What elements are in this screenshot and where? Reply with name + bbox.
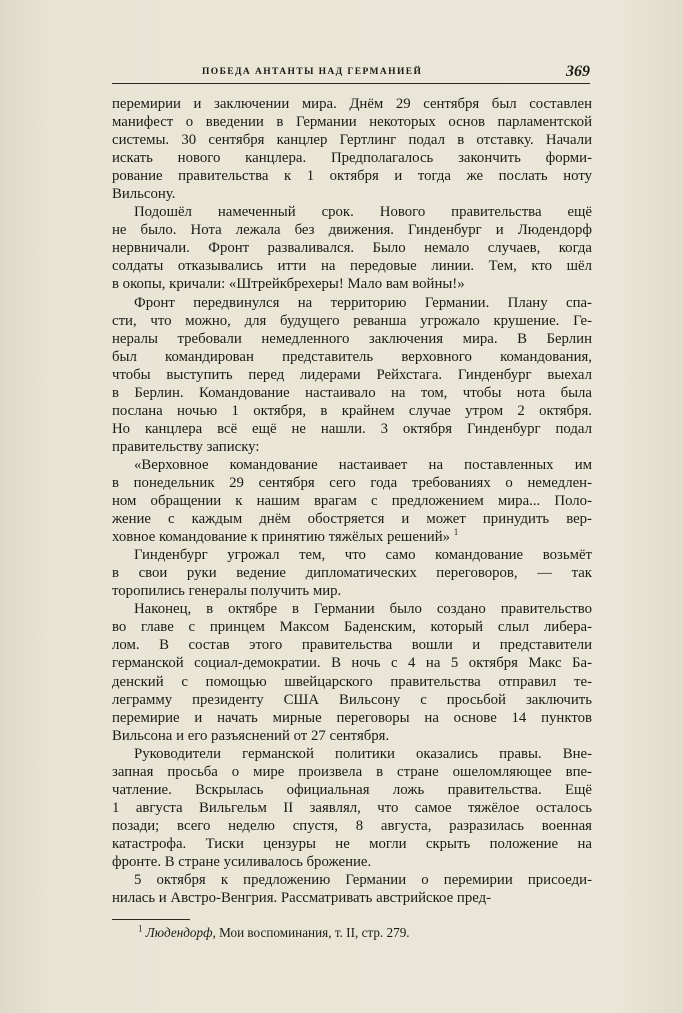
footnote-rule: [112, 919, 190, 920]
text-line: германской социал-демократии. В ночь с 4 на 5 октября Макс Ба-: [112, 655, 592, 672]
paragraph: [112, 203, 592, 293]
text-line: в окопы, кричали: «Штрейкбрехеры! Мало вам войны!»: [112, 276, 465, 293]
text-line: леграмму президенту США Вильсону с просьбой заключить: [112, 691, 592, 708]
text-line: денский с помощью швейцарского правительства отправил те-: [112, 673, 592, 690]
text-line: ховное командование к принятию тяжёлых решений» $^1$: [112, 527, 459, 546]
text-line: Вильсону.: [112, 186, 176, 203]
page-number: 369: [566, 63, 590, 80]
text-line: был командирован представитель верховного командования,: [112, 348, 592, 365]
text-line: во главе с принцем Максом Баденским, который слыл либера-: [112, 619, 592, 636]
text-line: нервничали. Фронт разваливался. Было немало случаев, когда: [112, 240, 592, 257]
paragraph: [112, 546, 592, 600]
text-line: не было. Нота лежала без движения. Гинденбург и Людендорф: [112, 222, 592, 239]
text-line: Наконец, в октябре в Германии было создано правительство: [134, 601, 592, 618]
paragraph: [112, 95, 592, 203]
text-line: торопились генералы получить мир.: [112, 583, 342, 600]
text-line: нилась и Австро-Венгрия. Рассматривать австрийское пред-: [112, 890, 492, 907]
paragraph: [112, 745, 592, 871]
footnote-text: Мои воспоминания, т. II, стр. 279.: [215, 925, 410, 940]
text-line: фронте. В стране усиливалось брожение.: [112, 853, 372, 870]
footnote-author: Людендорф,: [145, 925, 216, 940]
text-line: перемирии и заключении мира. Днём 29 сентября был составлен: [112, 96, 592, 112]
text-line: жение с каждым днём обостряется и может принудить вер-: [112, 511, 592, 528]
text-line: катастрофа. Тиски цензуры не могли скрыть положение на: [112, 835, 592, 852]
paragraph: [112, 294, 592, 456]
text-line: позади; всего неделю спустя, 8 августа, разразилась военная: [112, 817, 592, 834]
text-line: искать нового канцлера. Предполагалось закончить форми-: [112, 150, 592, 167]
paragraph: [112, 871, 592, 907]
footnote-mark: 1: [138, 923, 143, 934]
paragraph: [112, 600, 592, 744]
text-line: лом. В состав этого правительства вошли и представители: [112, 637, 592, 654]
header-rule: [112, 83, 590, 84]
text-line: манифест о введении в Германии некоторых основ парламентской: [112, 114, 592, 131]
text-line: Фронт передвинулся на территорию Германии. Плану спа-: [134, 294, 592, 311]
text-line: Но канцлера всё ещё не нашли. 3 октября Гинденбург подал: [112, 420, 592, 437]
text-line: Гинденбург угрожал тем, что само командование возьмёт: [134, 547, 592, 564]
page-header: [112, 63, 590, 83]
text-line: нералы требовали немедленного заключения мира. В Берлин: [112, 330, 592, 347]
text-line: «Верховное командование настаивает на поставленных им: [134, 456, 592, 473]
text-line: Подошёл намеченный срок. Нового правительства ещё: [134, 204, 592, 221]
text-line: чатление. Вскрылась официальная ложь правительства. Ещё: [112, 781, 592, 798]
text-line: 1 августа Вильгельм II заявлял, что самое тяжёлое осталось: [112, 799, 592, 816]
text-line: в Берлин. Командование настаивало на том, чтобы нота была: [112, 384, 592, 401]
footnote-reference: 1: [453, 527, 459, 538]
text-line: запная просьба о мире произвела в стране ошеломляющее впе-: [112, 763, 592, 780]
text-line: Руководители германской политики оказались правы. Вне-: [134, 745, 592, 762]
text-line: сти, что можно, для будущего реванша угрожало крушение. Ге-: [112, 312, 592, 329]
text-line: перемирие и начать мирные переговоры на основе 14 пунктов: [112, 709, 592, 726]
text-line: ном обращении к нашим врагам с предложением мира... Поло-: [112, 493, 592, 510]
text-line: послана ночью 1 октября, в крайнем случае утром 2 октября.: [112, 402, 592, 419]
running-head: ПОБЕДА АНТАНТЫ НАД ГЕРМАНИЕЙ: [202, 67, 423, 77]
text-line: системы. 30 сентября канцлер Гертлинг подал в отставку. Начали: [112, 132, 592, 149]
text-line: в свои руки ведение дипломатических переговоров, — так: [112, 565, 592, 582]
text-line: рование правительства к 1 октября и тогда же послать ноту: [112, 168, 592, 185]
text-line: солдаты отказывались итти на передовые линии. Тем, кто шёл: [112, 258, 592, 275]
text-line: чтобы выступить перед лидерами Рейхстага. Гинденбург выехал: [112, 366, 592, 383]
text-line: правительству записку:: [112, 438, 260, 455]
text-line: 5 октября к предложению Германии о перемирии присоеди-: [134, 872, 592, 889]
footnote: [138, 925, 598, 941]
body-text: [112, 95, 592, 907]
text-line: Вильсона и его разъяснений от 27 сентября.: [112, 727, 390, 744]
text-line: в понедельник 29 сентября сего года требованиях о немедлен-: [112, 474, 592, 491]
paragraph: [112, 456, 592, 546]
